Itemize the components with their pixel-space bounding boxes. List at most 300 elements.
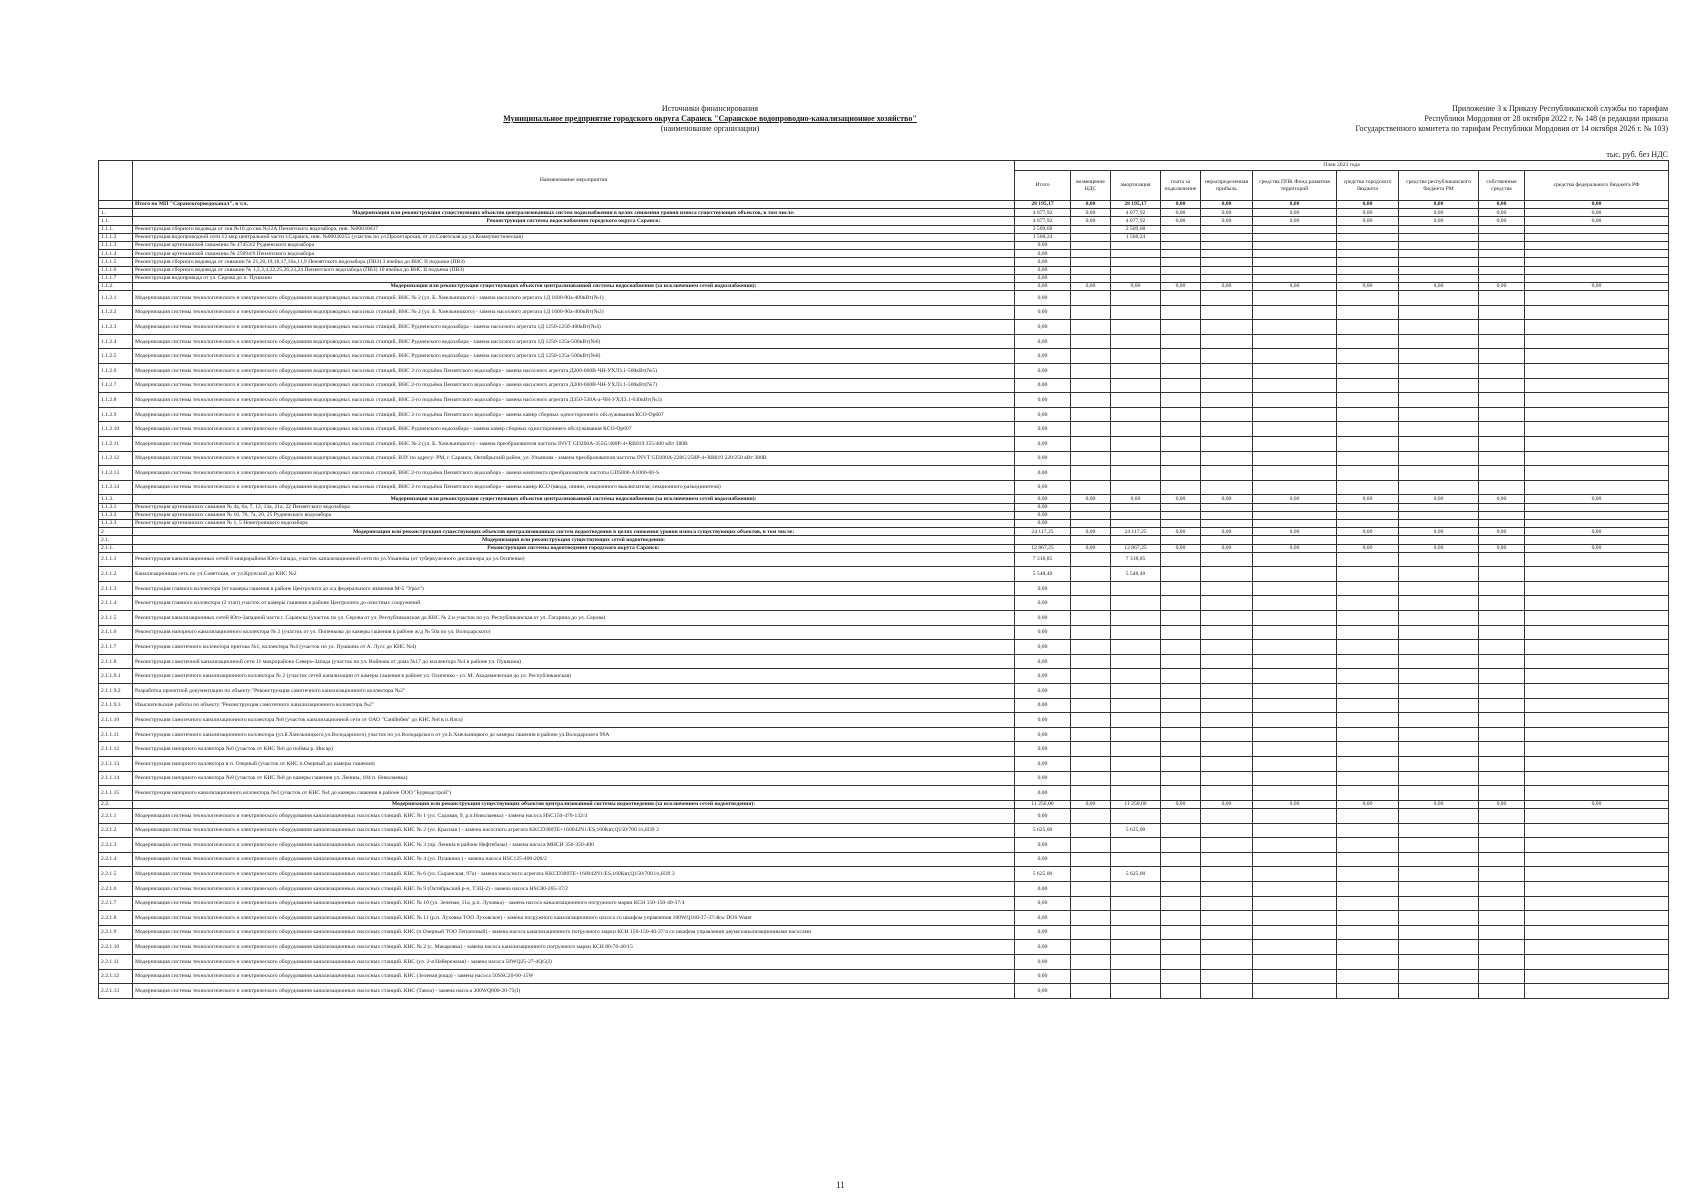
row-value: [1337, 596, 1399, 611]
row-value: [1399, 437, 1479, 452]
row-value: [1399, 698, 1479, 713]
row-value: [1253, 684, 1337, 699]
row-value: [1253, 305, 1337, 320]
row-value: [1479, 241, 1525, 249]
row-value: [1071, 364, 1111, 379]
row-value: [1399, 451, 1479, 466]
row-value: [1479, 422, 1525, 437]
row-code: 2.1.1.9.3: [99, 698, 133, 713]
row-value: 0,00: [1201, 528, 1253, 536]
row-value: [1161, 567, 1201, 582]
row-value: 0,00: [1071, 201, 1111, 209]
row-value: [1111, 511, 1161, 519]
row-value: 0,00: [1015, 241, 1071, 249]
row-value: [1161, 654, 1201, 669]
row-value: [1337, 881, 1399, 896]
row-value: [1337, 640, 1399, 655]
row-value: 0,00: [1015, 466, 1071, 481]
row-value: [1071, 407, 1111, 422]
table-row: [99, 209, 1669, 217]
row-value: [1337, 511, 1399, 519]
row-value: [1201, 757, 1253, 772]
units-label: тыс. руб. без НДС: [1606, 150, 1668, 159]
row-value: [1253, 596, 1337, 611]
row-value: 0,00: [1479, 217, 1525, 225]
row-value: [1111, 266, 1161, 274]
row-value: [1201, 808, 1253, 823]
row-value: [1399, 925, 1479, 940]
row-value: 0,00: [1071, 209, 1111, 217]
row-value: [1071, 349, 1111, 364]
row-value: [1337, 349, 1399, 364]
row-code: 2.2.1.9: [99, 925, 133, 940]
table-row: [99, 786, 1669, 801]
row-value: 0,00: [1015, 480, 1071, 495]
row-value: [1253, 581, 1337, 596]
row-value: 0,00: [1015, 669, 1071, 684]
row-name: Реконструкция самотечной канализационной сети 11 микрорайона Северо-Запада (участок по ул. Войнова от дома №17 до коллектора №4 в районе ул. Пушкина): [133, 654, 1015, 669]
row-value: 0,00: [1201, 217, 1253, 225]
row-value: [1253, 241, 1337, 249]
row-value: [1201, 364, 1253, 379]
row-value: 0,00: [1161, 800, 1201, 808]
row-value: [1253, 536, 1337, 544]
row-name: Модернизация системы технологического и электрического оборудования канализационных насосных станций. КНС № 11 (р.п. Луховка ТОО Луховское) - замена погружного канализационного насоса со шкафом управления 100WQ160-37-37/4kw DOS Water: [133, 911, 1015, 926]
row-value: [1253, 881, 1337, 896]
row-value: [1399, 684, 1479, 699]
row-value: [1525, 511, 1669, 519]
row-code: 2.2.1.4: [99, 852, 133, 867]
row-value: [1525, 823, 1669, 838]
row-value: [1337, 407, 1399, 422]
row-value: [1525, 320, 1669, 335]
row-value: [1161, 274, 1201, 282]
table-row: [99, 984, 1669, 999]
row-name: Модернизация системы технологического и электрического оборудования канализационных насосных станций. КНС № 2 (ул. Красная ) - замена насосного агрегата KKCD300TE+160042N1/ES,160Квт,Q150/700 l/s,H39 3: [133, 823, 1015, 838]
row-code: 1.1.2.11: [99, 437, 133, 452]
row-value: [1071, 567, 1111, 582]
row-value: [1161, 808, 1201, 823]
table-row: [99, 258, 1669, 266]
row-value: [1111, 291, 1161, 306]
row-value: [1253, 437, 1337, 452]
row-name: Модернизация системы технологического и электрического оборудования канализационных насосных станций. КНС № 3 (пр. Ленина в районе Нефтебазы) - замена насоса МНСИ 350-350-400: [133, 838, 1015, 853]
row-value: [1111, 519, 1161, 527]
row-value: [1201, 552, 1253, 567]
row-value: [1161, 823, 1201, 838]
row-value: [1161, 291, 1201, 306]
row-code: 2.1.1.4: [99, 596, 133, 611]
row-code: 1.1.2.6: [99, 364, 133, 379]
row-value: [1161, 266, 1201, 274]
row-name: Модернизация системы технологического и электрического оборудования водопроводных насосных станций, ВНС № 2 (ул. Б. Хмельницкого) - замена преобразователя частоты INVT GD200A-355G/400P-4+RB019 355/400 кВт 380В: [133, 437, 1015, 452]
row-value: [1201, 727, 1253, 742]
row-code: 1.1.3.1: [99, 503, 133, 511]
row-value: [1525, 407, 1669, 422]
row-code: 2.1.1.2: [99, 567, 133, 582]
table-row: [99, 911, 1669, 926]
row-value: [1399, 536, 1479, 544]
row-name: Реконструкция самотечного канализационного коллектора № 2 (участок сетей канализации от камеры гашения в районе ул. Осипенко - ул. М. Академическая до ул. Республиканская): [133, 669, 1015, 684]
row-value: [1161, 698, 1201, 713]
row-value: [1253, 451, 1337, 466]
row-value: 0,00: [1015, 640, 1071, 655]
row-value: [1201, 596, 1253, 611]
row-value: [1253, 640, 1337, 655]
row-name: Модернизация системы технологического и электрического оборудования водопроводных насосных станций, ВНС Рудненского водозабора - замена насосного агрегата 1Д 1250-125а-500кВт(№6): [133, 334, 1015, 349]
row-value: [1071, 852, 1111, 867]
row-name: Модернизация системы технологического и электрического оборудования водопроводных насосных станций, ВНС № 2 (ул. Б. Хмельницкого) - замена насосного агрегата 1Д 1600-90а-400кВт(№1): [133, 291, 1015, 306]
row-value: [1337, 552, 1399, 567]
row-value: 0,00: [1071, 528, 1111, 536]
row-value: 24 117,25: [1111, 528, 1161, 536]
row-value: [1161, 954, 1201, 969]
row-value: 0,00: [1071, 282, 1111, 290]
header-col: возмещение НДС: [1071, 171, 1111, 201]
row-value: [1399, 896, 1479, 911]
row-value: [1111, 378, 1161, 393]
row-value: 0,00: [1015, 349, 1071, 364]
row-value: [1071, 466, 1111, 481]
row-value: [1253, 896, 1337, 911]
row-value: [1111, 258, 1161, 266]
row-value: 4 077,92: [1111, 209, 1161, 217]
row-value: [1253, 984, 1337, 999]
row-value: [1071, 925, 1111, 940]
row-value: [1399, 250, 1479, 258]
row-value: [1253, 519, 1337, 527]
row-value: [1479, 266, 1525, 274]
row-value: [1111, 611, 1161, 626]
row-value: [1111, 727, 1161, 742]
row-value: [1253, 838, 1337, 853]
row-value: 4 077,92: [1015, 209, 1071, 217]
header-col: плата за подключение: [1161, 171, 1201, 201]
table-row: [99, 823, 1669, 838]
row-code: 2.2.1.1: [99, 808, 133, 823]
row-value: [1111, 984, 1161, 999]
row-value: [1111, 911, 1161, 926]
row-value: [1111, 466, 1161, 481]
table-row: [99, 536, 1669, 544]
row-name: Реконструкция системы водоснабжения городского округа Саранск:: [133, 217, 1015, 225]
row-value: [1525, 225, 1669, 233]
row-value: [1525, 233, 1669, 241]
row-value: [1399, 984, 1479, 999]
row-value: [1253, 611, 1337, 626]
table-row: [99, 896, 1669, 911]
row-name: Модернизация системы технологического и электрического оборудования канализационных насосных станций. КНС № 10 (ул. Зеленая, 11а, р.п. Луховка) - замена насоса канализационного погружного марки КСН 150-150-40-37/4: [133, 896, 1015, 911]
row-value: 0,00: [1525, 544, 1669, 552]
row-name: Модернизация системы технологического и электрического оборудования водопроводных насосных станций, ВНС 2-го подъёма Пензятского водозабора - замена камер КСО (ввода, линии, секционного выключателя, секционного разъединителя): [133, 480, 1015, 495]
organization-name: Муниципальное предприятие городского округа Саранск "Саранское водопроводно-канализационное хозяйство": [503, 114, 917, 123]
row-value: [1161, 437, 1201, 452]
row-value: [1071, 241, 1111, 249]
row-value: [1399, 581, 1479, 596]
row-value: [1201, 698, 1253, 713]
row-value: [1337, 698, 1399, 713]
table-row: [99, 378, 1669, 393]
row-value: [1337, 266, 1399, 274]
row-name: Реконструкция канализационных сетей 8 микрорайона Юго-Запада, участок канализационной сети по ул.Ульянова (от туберкулезного диспансера до ул.Осипенко): [133, 552, 1015, 567]
row-value: [1111, 625, 1161, 640]
row-value: [1525, 480, 1669, 495]
row-value: [1201, 334, 1253, 349]
row-name: Реконструкция артезианской скважины № 25094/9 Пензятского водозабора: [133, 250, 1015, 258]
row-value: [1253, 823, 1337, 838]
row-value: [1111, 654, 1161, 669]
row-value: [1111, 757, 1161, 772]
row-value: [1337, 838, 1399, 853]
row-value: [1525, 911, 1669, 926]
row-value: [1071, 911, 1111, 926]
row-value: 0,00: [1525, 495, 1669, 503]
row-value: 0,00: [1479, 544, 1525, 552]
row-value: [1201, 511, 1253, 519]
row-value: [1399, 838, 1479, 853]
row-value: [1337, 393, 1399, 408]
header-name: Наименование мероприятия: [133, 161, 1015, 201]
row-value: [1337, 654, 1399, 669]
row-value: [1399, 808, 1479, 823]
row-value: [1525, 305, 1669, 320]
row-value: [1161, 881, 1201, 896]
row-name: Модернизация системы технологического и электрического оборудования водопроводных насосных станций, ВНС Рудненского водозабора - замена насосного агрегата 1Д 1250-125а-500кВт(№8): [133, 349, 1015, 364]
row-value: [1201, 838, 1253, 853]
row-value: [1161, 364, 1201, 379]
row-value: [1253, 969, 1337, 984]
row-value: [1399, 274, 1479, 282]
row-value: [1111, 250, 1161, 258]
row-value: [1161, 786, 1201, 801]
table-row: [99, 611, 1669, 626]
row-value: [1071, 742, 1111, 757]
organization-caption: (наименование организации): [660, 124, 760, 133]
row-code: 1.1.: [99, 217, 133, 225]
row-value: 0,00: [1161, 209, 1201, 217]
row-value: [1253, 466, 1337, 481]
row-value: 0,00: [1337, 800, 1399, 808]
row-value: 2 509,68: [1015, 225, 1071, 233]
row-value: 0,00: [1015, 320, 1071, 335]
row-value: [1525, 625, 1669, 640]
row-value: 11 250,00: [1111, 800, 1161, 808]
row-name: Реконструкция главного коллектора (от камеры гашения в районе Центролита до а/д федерального значения М-5 "Урал"): [133, 581, 1015, 596]
row-value: 0,00: [1071, 800, 1111, 808]
row-value: [1399, 669, 1479, 684]
row-code: 1.1.1.5: [99, 258, 133, 266]
row-value: [1479, 291, 1525, 306]
row-value: [1071, 258, 1111, 266]
row-value: [1071, 727, 1111, 742]
row-value: [1479, 808, 1525, 823]
row-code: 1.1.3.: [99, 495, 133, 503]
row-value: 0,00: [1015, 838, 1071, 853]
row-value: 0,00: [1253, 800, 1337, 808]
row-value: [1201, 742, 1253, 757]
row-value: 0,00: [1525, 282, 1669, 290]
row-value: [1525, 393, 1669, 408]
row-value: [1201, 654, 1253, 669]
row-value: [1525, 451, 1669, 466]
table-row: [99, 954, 1669, 969]
row-code: 2.1.1.11: [99, 727, 133, 742]
row-value: [1161, 727, 1201, 742]
row-value: [1525, 291, 1669, 306]
row-name: Модернизация системы технологического и электрического оборудования водопроводных насосных станций, ВНС 2-го подъёма Пензятского водозабора - замена насосного агрегата Д200-660В-ЧН-УХЛ3.1-500кВт(№7): [133, 378, 1015, 393]
row-value: [1479, 511, 1525, 519]
row-value: [1253, 258, 1337, 266]
row-value: [1111, 940, 1161, 955]
row-value: 0,00: [1161, 544, 1201, 552]
row-value: [1201, 940, 1253, 955]
row-value: 0,00: [1015, 393, 1071, 408]
row-value: 0,00: [1015, 451, 1071, 466]
row-value: [1525, 654, 1669, 669]
row-value: 0,00: [1015, 654, 1071, 669]
row-value: 0,00: [1015, 422, 1071, 437]
row-value: 0,00: [1253, 282, 1337, 290]
row-name: Модернизация системы технологического и электрического оборудования канализационных насосных станций. КНС № 1 (ул. Садовая, 9, р.п.Николаевка) - замена насоса HSC150-470-132/4: [133, 808, 1015, 823]
row-value: [1479, 654, 1525, 669]
row-value: [1253, 867, 1337, 882]
row-value: [1337, 852, 1399, 867]
row-code: 2.2.1.5: [99, 867, 133, 882]
row-name: Модернизация системы технологического и электрического оборудования водопроводных насосных станций, ВНС Рудненского водозабора - замена насосного агрегата 1Д 1250-125б-400кВт(№4): [133, 320, 1015, 335]
table-row: [99, 201, 1669, 209]
row-name: Модернизация системы технологического и электрического оборудования водопроводных насосных станций, ВНС 2-го подъёма Пензятского водозабора - замена камер сборных одностороннего обслуживания КСО-Ор607: [133, 407, 1015, 422]
row-value: [1201, 393, 1253, 408]
row-value: [1253, 771, 1337, 786]
row-value: [1161, 241, 1201, 249]
row-value: 0,00: [1525, 201, 1669, 209]
row-value: [1161, 225, 1201, 233]
row-value: [1253, 669, 1337, 684]
row-value: [1399, 786, 1479, 801]
row-value: [1111, 422, 1161, 437]
row-value: 5 625,00: [1111, 823, 1161, 838]
row-value: 0,00: [1015, 274, 1071, 282]
row-value: [1525, 786, 1669, 801]
table-row: [99, 544, 1669, 552]
row-value: [1201, 451, 1253, 466]
row-value: [1253, 274, 1337, 282]
row-code: 2.2.1.6: [99, 881, 133, 896]
table-row: [99, 233, 1669, 241]
row-value: 0,00: [1015, 954, 1071, 969]
row-name: Модернизация системы технологического и электрического оборудования канализационных насосных станций. КНС № 2 (с. Макаровка) - замена насоса канализационного погружного марки КСН 80-70-40/15: [133, 940, 1015, 955]
table-row: [99, 640, 1669, 655]
row-value: [1071, 334, 1111, 349]
row-value: [1201, 786, 1253, 801]
row-value: 0,00: [1253, 217, 1337, 225]
row-value: [1399, 503, 1479, 511]
row-value: 5 625,00: [1015, 867, 1071, 882]
row-value: [1479, 940, 1525, 955]
row-value: 0,00: [1201, 495, 1253, 503]
row-name: Модернизация системы технологического и электрического оборудования водопроводных насосных станций, ВНС 2-го подъёма Пензятского водозабора - замена насосного агрегата Д200-660В-ЧН-УХЛ3.1-500кВт(№5): [133, 364, 1015, 379]
row-value: [1253, 266, 1337, 274]
row-value: 0,00: [1253, 544, 1337, 552]
table-row: [99, 727, 1669, 742]
row-name: Реконструкция самотечного канализационного коллектора (ул.Б.Хмельницкого,ул.Володарского) участок по ул.Володарского от ул.Б.Хмельницкого до камеры гашения в районе ул.Володарского 99А: [133, 727, 1015, 742]
row-value: [1201, 422, 1253, 437]
table-row: [99, 503, 1669, 511]
row-value: [1479, 519, 1525, 527]
row-code: 1.1.2.14: [99, 480, 133, 495]
row-value: [1111, 896, 1161, 911]
row-value: [1253, 625, 1337, 640]
table-row: [99, 495, 1669, 503]
row-name: Модернизация или реконструкция существующих сетей водоотведения:: [133, 536, 1015, 544]
row-value: [1253, 911, 1337, 926]
row-value: [1071, 305, 1111, 320]
row-value: [1111, 536, 1161, 544]
row-value: [1253, 503, 1337, 511]
row-value: [1525, 250, 1669, 258]
row-value: [1071, 684, 1111, 699]
row-value: [1479, 786, 1525, 801]
table-row: [99, 969, 1669, 984]
row-value: [1525, 896, 1669, 911]
row-name: Реконструкция напорного канализационного коллектора №4 (участок от КНС №4 до камеры гашения в районе ООО "Бурводстрой"): [133, 786, 1015, 801]
row-value: [1071, 896, 1111, 911]
row-name: Модернизация или реконструкция существующих объектов централизованной системы водоотведения (за исключением сетей водоотведения):: [133, 800, 1015, 808]
row-value: [1161, 233, 1201, 241]
table-row: [99, 437, 1669, 452]
row-value: [1253, 349, 1337, 364]
table-row: [99, 596, 1669, 611]
row-value: 0,00: [1525, 800, 1669, 808]
row-value: [1479, 625, 1525, 640]
row-value: [1479, 596, 1525, 611]
row-value: [1111, 969, 1161, 984]
row-value: [1071, 393, 1111, 408]
table-row: [99, 881, 1669, 896]
row-value: [1525, 422, 1669, 437]
row-value: 0,00: [1015, 437, 1071, 452]
row-value: [1253, 698, 1337, 713]
row-value: [1201, 378, 1253, 393]
row-value: [1399, 320, 1479, 335]
row-code: 1.: [99, 209, 133, 217]
row-code: 2.1.1.: [99, 544, 133, 552]
row-value: [1253, 393, 1337, 408]
table-row: [99, 451, 1669, 466]
row-value: [1479, 757, 1525, 772]
table-row: [99, 581, 1669, 596]
row-value: [1111, 808, 1161, 823]
row-value: [1161, 466, 1201, 481]
row-value: [1111, 320, 1161, 335]
row-value: [1071, 698, 1111, 713]
row-value: [1201, 625, 1253, 640]
row-value: [1479, 713, 1525, 728]
row-code: 2.2.1.8: [99, 911, 133, 926]
row-value: [1201, 852, 1253, 867]
row-value: [1111, 786, 1161, 801]
row-name: Модернизация или реконструкция существующих объектов централизованной системы водоснабжения (за исключением сетей водоснабжения):: [133, 282, 1015, 290]
row-code: 2.1.1.10: [99, 713, 133, 728]
row-value: [1201, 823, 1253, 838]
row-code: 2.1.1.5: [99, 611, 133, 626]
row-value: [1525, 852, 1669, 867]
table-row: [99, 393, 1669, 408]
row-value: [1337, 233, 1399, 241]
row-value: [1071, 378, 1111, 393]
row-value: [1479, 925, 1525, 940]
row-value: [1111, 393, 1161, 408]
